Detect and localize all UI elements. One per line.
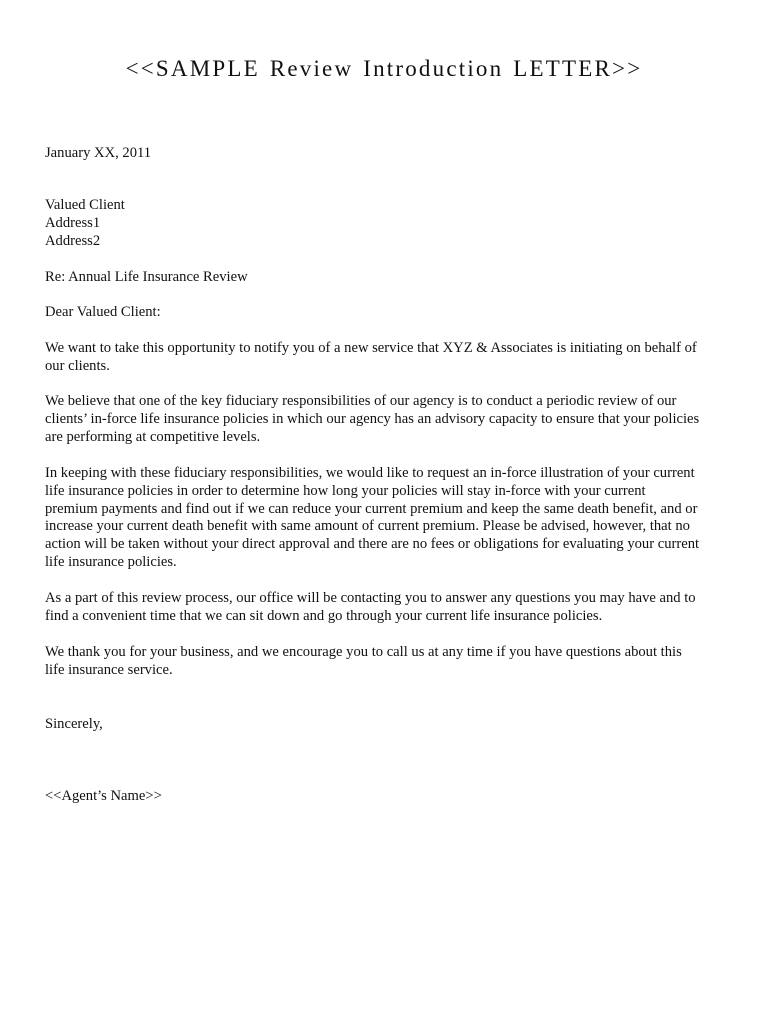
paragraph-line: As a part of this review process, our office will be contacting you to answer any questions you may have and to (45, 590, 696, 606)
paragraph-line: are performing at competitive levels. (45, 428, 261, 445)
date-text: January XX, 2011 (45, 145, 152, 161)
paragraph-line: life insurance policies in order to determine how long your policies will stay in-force with your current (45, 482, 646, 499)
body-paragraph-1 (45, 340, 735, 376)
recipient-address-line-1: Address1 (45, 214, 101, 231)
paragraph-line: find a convenient time that we can sit down and go through your current life insurance policies. (45, 607, 603, 624)
recipient-name: Valued Client (45, 197, 125, 213)
closing (45, 716, 735, 734)
body-paragraph-2 (45, 393, 735, 446)
paragraph-line: In keeping with these fiduciary responsibilities, we would like to request an in-force illustration of your current (45, 465, 695, 481)
body-paragraph-5 (45, 644, 735, 680)
paragraph-line: increase your current death benefit with same amount of current premium. Please be advised, however, that no (45, 518, 690, 535)
paragraph-line: We thank you for your business, and we encourage you to call us at any time if you have questions about this (45, 644, 682, 660)
paragraph-line: We believe that one of the key fiduciary responsibilities of our agency is to conduct a periodic review of our (45, 393, 677, 409)
signature-block (45, 788, 735, 806)
recipient-address-block (45, 197, 735, 250)
body-paragraph-4 (45, 590, 735, 626)
paragraph-line: action will be taken without your direct approval and there are no fees or obligations for evaluating your current (45, 536, 700, 553)
subject-text: Re: Annual Life Insurance Review (45, 269, 248, 285)
paragraph-line: We want to take this opportunity to notify you of a new service that XYZ & Associates is initiating on behalf of (45, 340, 697, 356)
paragraph-line: our clients. (45, 357, 110, 374)
paragraph-line: life insurance service. (45, 661, 173, 678)
salutation (45, 304, 735, 322)
agent-name-placeholder: <<Agent’s Name>> (45, 788, 162, 804)
body-paragraph-3 (45, 465, 735, 572)
paragraph-line: clients’ in-force life insurance policies in which our agency has an advisory capacity to ensure that your policies (45, 410, 700, 427)
salutation-text: Dear Valued Client: (45, 304, 161, 320)
paragraph-line: life insurance policies. (45, 553, 177, 570)
document-title: <<SAMPLE Review Introduction LETTER>> (125, 56, 643, 81)
paragraph-line: premium payments and find out if we can reduce your current premium and keep the same death benefit, and or (45, 500, 698, 517)
letter-date (45, 145, 735, 163)
closing-text: Sincerely, (45, 716, 103, 732)
recipient-address-line-2: Address2 (45, 232, 101, 249)
subject-line (45, 269, 735, 287)
